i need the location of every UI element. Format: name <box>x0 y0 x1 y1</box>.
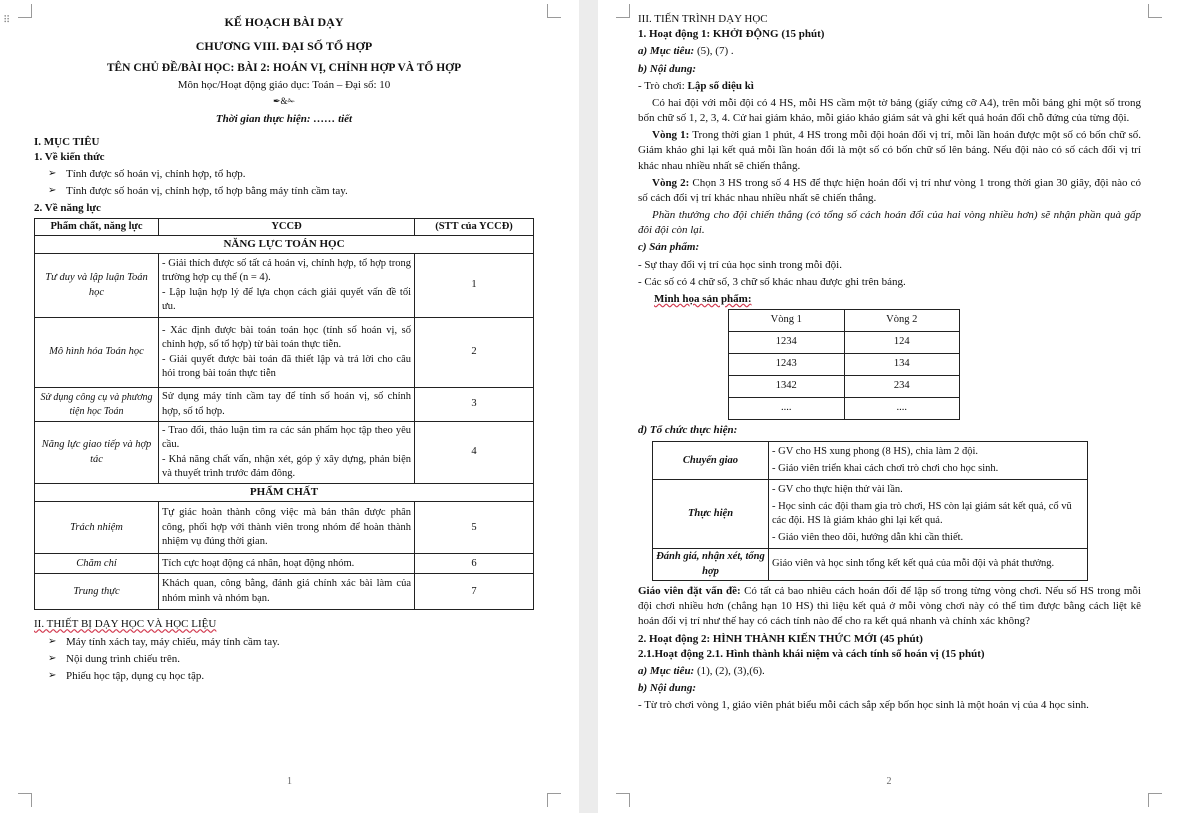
table-row <box>35 574 534 610</box>
competency-stt: 4 <box>415 422 534 484</box>
competency-name: Sử dụng công cụ và phương tiện học Toán <box>35 388 159 422</box>
page-number: 1 <box>287 776 292 788</box>
content-label: b) Nội dung: <box>638 62 697 75</box>
document-page-1 <box>0 0 579 813</box>
section-heading: II. THIẾT BỊ DẠY HỌC VÀ HỌC LIỆU <box>34 618 217 631</box>
quality-stt: 5 <box>415 502 534 554</box>
crop-mark <box>1148 793 1162 807</box>
table-row <box>653 480 1088 549</box>
equipment-list <box>34 635 534 685</box>
column-header: Phẩm chất, năng lực <box>35 218 159 235</box>
competency-desc: - Giải thích được số tất cả hoán vị, chỉnh hợp, tổ hợp trong trường hợp cụ thể (n = 4). - Lập luận hợp lý để lựa chọn cách giải quyết vấn đề tối ưu. <box>159 254 415 318</box>
quality-name: Chăm chỉ <box>35 554 159 574</box>
crop-mark <box>18 793 32 807</box>
org-desc: - GV cho HS xung phong (8 HS), chia làm 2 đội. - Giáo viên triển khai cách chơi trò chơi cho học sinh. <box>769 442 1088 480</box>
chapter-title: CHƯƠNG VIII. ĐẠI SỐ TỔ HỢP <box>195 38 373 53</box>
competency-name: Năng lực giao tiếp và hợp tác <box>35 422 159 484</box>
lesson-title: TÊN CHỦ ĐỀ/BÀI HỌC: BÀI 2: HOÁN VỊ, CHỈNH HỢP VÀ TỔ HỢP <box>106 62 462 75</box>
column-header: Vòng 1 <box>729 310 845 332</box>
content-label: b) Nội dung: <box>638 682 697 695</box>
activity-heading: 1. Hoạt động 1: KHỞI ĐỘNG (15 phút) <box>638 28 825 41</box>
crop-mark <box>547 4 561 18</box>
competency-desc: - Trao đổi, thảo luận tìm ra các sản phẩm học tập theo yêu cầu. - Khả năng chất vấn, nhận xét, góp ý xây dựng, phản biện và thuyết trình trước đám đông. <box>159 422 415 484</box>
column-header: (STT của YCCĐ) <box>415 218 534 235</box>
competency-stt: 2 <box>415 318 534 388</box>
activity-heading: 2. Hoạt động 2: HÌNH THÀNH KIẾN THỨC MỚI (45 phút) <box>638 632 923 645</box>
table-row <box>35 422 534 484</box>
prize-text: Phần thưởng cho đội chiến thắng (có tổng số cách hoán đổi của hai vòng nhiều hơn) sẽ nhận phần quà gấp đôi đội còn lại. <box>638 209 1141 237</box>
table-row <box>35 502 534 554</box>
org-step: Đánh giá, nhận xét, tổng hợp <box>653 549 769 581</box>
crop-mark <box>616 793 630 807</box>
table-group-heading: NĂNG LỰC TOÁN HỌC <box>35 236 534 254</box>
org-step: Thực hiện <box>653 480 769 549</box>
quality-name: Trách nhiệm <box>35 502 159 554</box>
quality-stt: 7 <box>415 574 534 610</box>
crop-mark <box>1148 4 1162 18</box>
table-row: 1234 124 <box>729 332 960 354</box>
subsection-heading: 1. Về kiến thức <box>34 150 105 163</box>
crop-mark <box>616 4 630 18</box>
section-heading: I. MỤC TIÊU <box>34 135 100 148</box>
list-item: ➢ Máy tính xách tay, máy chiếu, máy tính cầm tay. <box>66 635 534 650</box>
table-header-row <box>729 310 960 332</box>
org-label: d) Tổ chức thực hiện: <box>638 424 738 437</box>
organization-table <box>652 441 1088 581</box>
table-row <box>653 442 1088 480</box>
product-item: - Các số có 4 chữ số, 3 chữ số khác nhau được ghi trên bảng. <box>638 275 906 288</box>
list-item: ➢ Tính được số hoán vị, chỉnh hợp, tổ hợp. <box>66 167 534 182</box>
section-heading: III. TIẾN TRÌNH DẠY HỌC <box>638 13 768 25</box>
paragraph: Có hai đội với mỗi đội có 4 HS, mỗi HS cầm một tờ bảng (giấy cứng cỡ A4), trên mỗi bảng ghi một số trong bốn chữ số 1, 2, 3, 4. Cử hai giám khảo, mỗi giáo khảo giám sát và ghi kết quả hoán đổi chỗ đứng của từng đội. <box>638 96 1141 125</box>
competency-name: Mô hình hóa Toán học <box>35 318 159 388</box>
illustration-table <box>728 309 960 420</box>
competency-name: Tư duy và lập luận Toán học <box>35 254 159 318</box>
quality-desc: Khách quan, công bằng, đánh giá chính xác bài làm của nhóm mình và nhóm bạn. <box>159 574 415 610</box>
crop-mark <box>18 4 32 18</box>
table-row: 1243 134 <box>729 354 960 376</box>
doc-title: KẾ HOẠCH BÀI DẠY <box>224 15 344 29</box>
paragraph: - Từ trò chơi vòng 1, giáo viên phát biểu mỗi cách sắp xếp bốn học sinh là một hoán vị của 4 học sinh. <box>638 699 1089 712</box>
list-item: ➢ Nội dung trình chiếu trên. <box>66 652 534 667</box>
knowledge-list <box>34 167 534 199</box>
competency-stt: 1 <box>415 254 534 318</box>
subactivity-heading: 2.1.Hoạt động 2.1. Hình thành khái niệm và cách tính số hoán vị (15 phút) <box>638 647 985 660</box>
org-desc: - GV cho thực hiện thử vài lần. - Học sinh các đội tham gia trò chơi, HS còn lại giám sát kết quả, cổ vũ các đội. HS là giám khảo ghi lại kết quả. - Giáo viên theo dõi, hướng dẫn khi cần thiết. <box>769 480 1088 549</box>
table-row <box>35 388 534 422</box>
table-row <box>35 254 534 318</box>
page-number: 2 <box>886 776 892 788</box>
org-desc: Giáo viên và học sinh tổng kết kết quả của mỗi đội và phát thưởng. <box>769 549 1088 581</box>
quality-desc: Tích cực hoạt động cá nhân, hoạt động nhóm. <box>159 554 415 574</box>
competency-desc: Sử dụng máy tính cầm tay để tính số hoán vị, số chỉnh hợp, số tổ hợp. <box>159 388 415 422</box>
time-line: Thời gian thực hiện: …… tiết <box>215 112 353 125</box>
column-header: YCCĐ <box>159 218 415 235</box>
table-row: .... .... <box>729 398 960 420</box>
table-row: 1342 234 <box>729 376 960 398</box>
table-header-row <box>35 218 534 235</box>
list-item: ➢ Phiếu học tập, dụng cụ học tập. <box>66 669 534 684</box>
subsection-heading: 2. Về năng lực <box>34 202 101 215</box>
column-header: Vòng 2 <box>844 310 960 332</box>
drag-handle-icon[interactable]: ⠿ <box>3 15 12 26</box>
quality-stt: 6 <box>415 554 534 574</box>
table-row <box>35 554 534 574</box>
quality-desc: Tự giác hoàn thành công việc mà bản thân được phân công, phối hợp với thành viên trong nhóm để hoàn thành nhiệm vụ đúng thời gian. <box>159 502 415 554</box>
table-row <box>653 549 1088 581</box>
round1: Vòng 1: Trong thời gian 1 phút, 4 HS trong mỗi đội hoán đổi vị trí, mỗi lần hoán được một số có bốn chữ số. Giám khảo ghi lại kết quả mỗi lần hoán đổi là một số có bốn chữ số lên bảng. Nếu đội nào có số cách đổi vị trí khác nhau nhiều nhất sẽ chiến thắng. <box>638 129 1141 172</box>
problem-statement: Giáo viên đặt vấn đề: Có tất cả bao nhiêu cách hoán đổi để lập số trong từng vòng chơi. Nếu số HS trong mỗi đội chơi nhiều hơn (chẳng hạn 10 HS) thì liệu kết quả ở mỗi vòng chơi này có thể tìm được bằng cách liệt kê hoán đổi vị trí như thế hay có cách tính nào để cho ra kết quả nhanh và chính xác không? <box>638 585 1141 628</box>
competency-desc: - Xác định được bài toán toán học (tính số hoán vị, số chỉnh hợp, số tổ hợp) từ bài toán thực tiễn. - Giải quyết được bài toán đã thiết lập và trả lời cho câu hỏi trong bài toán thực tiễn <box>159 318 415 388</box>
ornament-icon: ✒&✁ <box>272 96 296 107</box>
table-row <box>35 318 534 388</box>
illustration-label: Minh họa sản phẩm: <box>654 292 752 305</box>
crop-mark <box>547 793 561 807</box>
subject-line: Môn học/Hoạt động giáo dục: Toán – Đại số: 10 <box>177 78 391 91</box>
competency-table <box>34 218 534 611</box>
product-label: c) Sản phẩm: <box>638 241 700 254</box>
document-page-2: III. TIẾN TRÌNH DẠY HỌC 1. Hoạt động 1: KHỞI ĐỘNG (15 phút) a) Mục tiêu: (5), (7) . b) Nội dung: - Trò chơi: Lập số diệu kì Có hai đội với mỗi đội có 4 HS, mỗi HS cầm một tờ bảng (giấy cứng cỡ A4), trên mỗi bảng ghi một số trong bốn chữ số 1, 2, 3, 4. Cử hai giám khảo, mỗi giáo khảo giám sát và ghi kết quả hoán đổi chỗ đứng của từng đội. Vòng 1: Trong thời gian 1 phút, 4 HS trong mỗi đội hoán đổi vị trí, mỗi lần hoán được một số có bốn chữ số. Giám khảo ghi lại kết quả mỗi lần hoán đổi là một số có bốn chữ số lên bảng. Nếu đội nào có số cách đổi vị trí khác nhau nhiều nhất sẽ chiến thắng. Vòng 2: Chọn 3 HS trong số 4 HS để thực hiện hoán đổi vị trí như vòng 1 trong thời gian 30 giây, đội nào có số cách đổi vị trí khác nhau nhiều nhất sẽ chiến thắng. Phần thưởng cho đội chiến thắng (có tổng số cách hoán đổi của hai vòng nhiều hơn) sẽ nhận phần quà gấp đôi đội còn lại. c) Sản phẩm: - Sự thay đổi vị trí của học sinh trong mỗi đội. - Các số có 4 chữ số, 3 chữ số khác nhau được ghi trên bảng. Minh họa sản phẩm: Vòng 1 Vòng 2 1234 124 1243 134 1342 234 .... .... d) Tổ chức thực hiện: Chuyển giao - GV cho HS xung phong (8 HS), chia làm 2 đội. - Giáo viên triển khai cách chơi trò chơi cho học sinh. Thực hiện - GV cho thực hiện thử vài lần. - Học sinh các đội tham gia trò chơi, HS còn lại giám sát kết quả, cổ vũ các đội. HS là giám khảo ghi lại kết quả. - Giáo viên theo dõi, hướng dẫn khi cần thiết. Đánh giá, nhận xét, tổng hợp Giáo viên và học sinh tổng kết kết quả của mỗi đội và phát thưởng. Giáo viên đặt vấn đề: Có tất cả bao nhiêu cách hoán đổi để lập số trong từng vòng chơi. Nếu số HS trong mỗi đội chơi nhiều hơn (chẳng hạn 10 HS) thì liệu kết quả ở mỗi vòng chơi này có thể tìm được bằng cách liệt kê hoán đổi vị trí như thế hay có cách tính nào để cho ra kết quả nhanh và chính xác không? 2. Hoạt động 2: HÌNH THÀNH KIẾN THỨC MỚI (45 phút) 2.1.Hoạt động 2.1. Hình thành khái niệm và cách tính số hoán vị (15 phút) a) Mục tiêu: (1), (2), (3),(6). b) Nội dung: - Từ trò chơi vòng 1, giáo viên phát biểu mỗi cách sắp xếp bốn học sinh là một hoán vị của 4 học sinh. 2 <box>598 0 1180 813</box>
game-line: - Trò chơi: Lập số diệu kì <box>638 79 754 92</box>
table-group-heading: PHẨM CHẤT <box>35 484 534 502</box>
round2: Vòng 2: Chọn 3 HS trong số 4 HS để thực hiện hoán đổi vị trí như vòng 1 trong thời gian 30 giây, đội nào có số cách đổi vị trí khác nhau nhiều nhất sẽ chiến thắng. <box>638 176 1142 204</box>
list-item: ➢ Tính được số hoán vị, chỉnh hợp, tổ hợp bằng máy tính cầm tay. <box>66 184 534 199</box>
competency-stt: 3 <box>415 388 534 422</box>
quality-name: Trung thực <box>35 574 159 610</box>
product-item: - Sự thay đổi vị trí của học sinh trong mỗi đội. <box>638 258 842 271</box>
org-step: Chuyển giao <box>653 442 769 480</box>
